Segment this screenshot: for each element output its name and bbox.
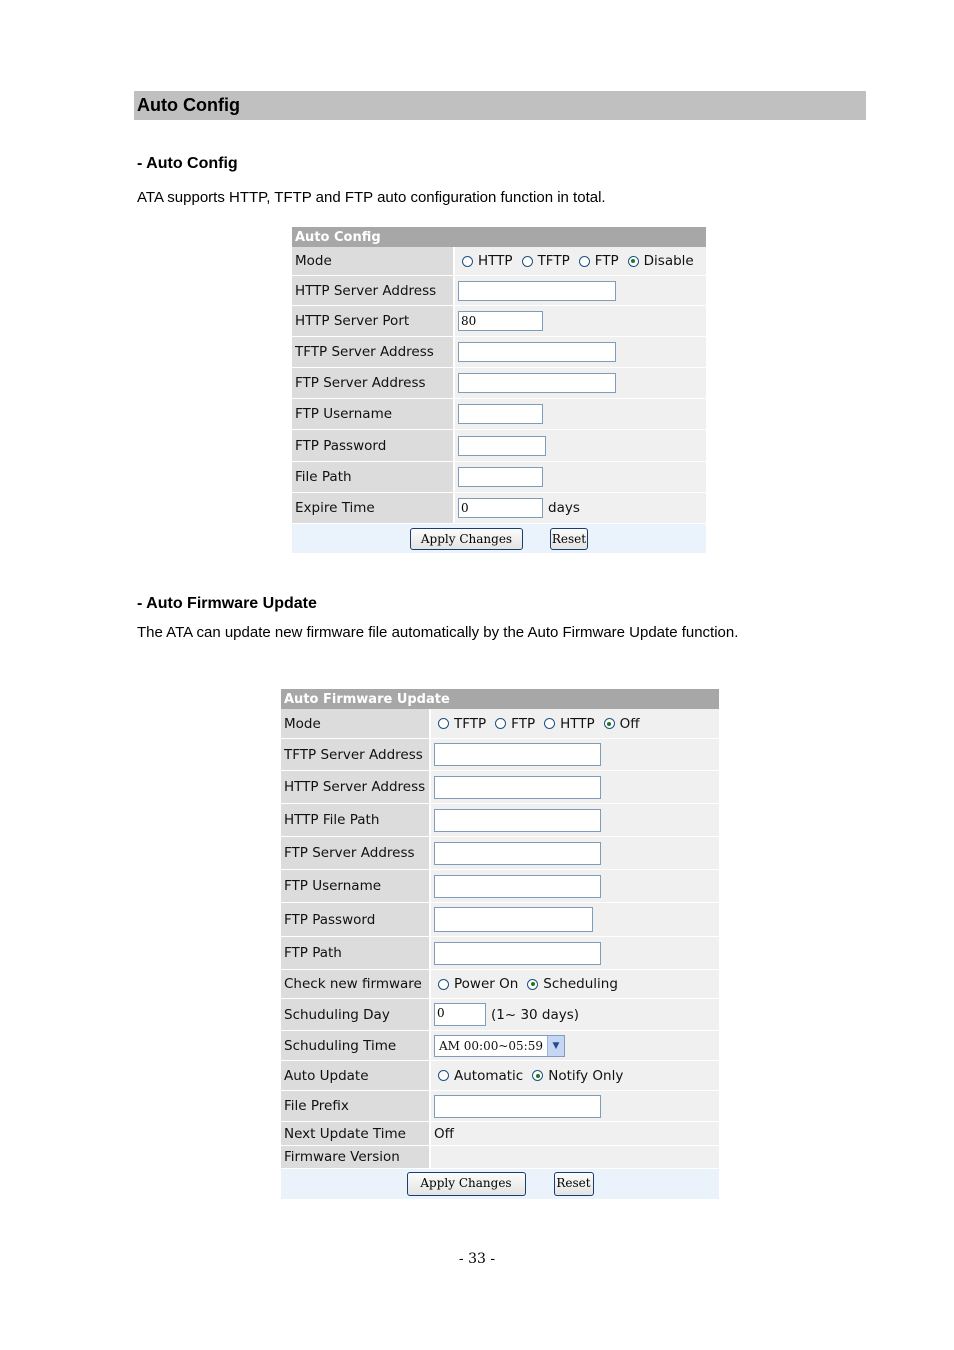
check-firmware-label: Check new firmware	[281, 970, 431, 998]
fw-mode-ftp-radio[interactable]	[495, 718, 506, 729]
auto-update-row	[281, 1061, 719, 1091]
tftp-server-address-row	[292, 337, 706, 368]
tftp-server-address-input[interactable]	[458, 342, 616, 362]
fw-mode-off-radio[interactable]	[604, 718, 615, 729]
http-server-port-label: HTTP Server Port	[292, 306, 455, 336]
file-prefix-label: File Prefix	[281, 1091, 431, 1121]
auto-config-description: ATA supports HTTP, TFTP and FTP auto configuration function in total.	[137, 189, 606, 206]
fw-ftp-username-input[interactable]	[434, 875, 601, 898]
fw-http-server-address-label: HTTP Server Address	[281, 771, 431, 803]
mode-http-radio[interactable]	[462, 256, 473, 267]
fw-mode-ftp-label: FTP	[511, 715, 536, 732]
ftp-username-label: FTP Username	[292, 399, 455, 429]
http-server-address-input[interactable]	[458, 281, 616, 301]
http-server-port-input[interactable]: 80	[458, 311, 543, 331]
next-update-label: Next Update Time	[281, 1122, 431, 1145]
auto-firmware-reset-button[interactable]: Reset	[554, 1172, 594, 1196]
fw-version-row	[281, 1146, 719, 1169]
fw-version-label: Firmware Version	[281, 1146, 431, 1168]
http-server-port-row	[292, 306, 706, 337]
auto-update-notify-label: Notify Only	[548, 1067, 624, 1084]
fw-tftp-server-address-label: TFTP Server Address	[281, 739, 431, 770]
check-scheduling-radio[interactable]	[527, 979, 538, 990]
auto-firmware-panel-title: Auto Firmware Update	[281, 689, 719, 709]
fw-ftp-server-address-row	[281, 837, 719, 870]
fw-ftp-path-label: FTP Path	[281, 937, 431, 969]
fw-tftp-server-address-input[interactable]	[434, 743, 601, 766]
file-path-input[interactable]	[458, 467, 543, 487]
sched-time-row	[281, 1031, 719, 1061]
check-scheduling-label: Scheduling	[543, 976, 618, 992]
sched-time-label: Schuduling Time	[281, 1031, 431, 1060]
auto-firmware-heading: - Auto Firmware Update	[137, 595, 317, 612]
section-title: Auto Config	[134, 91, 866, 120]
expire-time-unit: days	[548, 500, 580, 516]
mode-tftp-radio[interactable]	[522, 256, 533, 267]
file-path-row	[292, 462, 706, 493]
fw-mode-radio-group	[431, 709, 719, 738]
fw-ftp-path-input[interactable]	[434, 942, 601, 965]
chevron-down-icon[interactable]: ▼	[547, 1036, 564, 1056]
auto-firmware-button-row	[281, 1169, 719, 1199]
fw-http-file-path-row	[281, 804, 719, 837]
next-update-value: Off	[431, 1122, 719, 1145]
fw-version-value	[431, 1146, 719, 1168]
file-prefix-row	[281, 1091, 719, 1122]
fw-mode-off-label: Off	[619, 715, 640, 732]
auto-firmware-description: The ATA can update new firmware file automatically by the Auto Firmware Update function.	[137, 624, 739, 641]
mode-ftp-radio[interactable]	[579, 256, 590, 267]
auto-config-panel	[292, 227, 706, 553]
fw-ftp-password-input[interactable]	[434, 907, 593, 932]
fw-http-server-address-row	[281, 771, 719, 804]
sched-day-hint: (1~ 30 days)	[491, 1006, 580, 1023]
ftp-password-label: FTP Password	[292, 430, 455, 461]
http-server-address-label: HTTP Server Address	[292, 276, 455, 305]
auto-config-apply-button[interactable]: Apply Changes	[410, 528, 523, 550]
fw-ftp-path-row	[281, 937, 719, 970]
http-server-address-row	[292, 276, 706, 306]
fw-ftp-password-label: FTP Password	[281, 903, 431, 936]
fw-ftp-password-row	[281, 903, 719, 937]
expire-time-label: Expire Time	[292, 493, 455, 523]
tftp-server-address-label: TFTP Server Address	[292, 337, 455, 367]
next-update-row	[281, 1122, 719, 1146]
sched-time-value: AM 00:00~05:59	[439, 1038, 543, 1053]
ftp-password-row	[292, 430, 706, 462]
auto-config-panel-title: Auto Config	[292, 227, 706, 247]
mode-radio-group	[455, 247, 706, 275]
file-prefix-input[interactable]	[434, 1095, 601, 1118]
sched-day-row	[281, 999, 719, 1031]
fw-tftp-server-address-row	[281, 739, 719, 771]
auto-update-radio-group	[431, 1061, 719, 1090]
mode-label: Mode	[292, 247, 455, 275]
expire-time-input[interactable]: 0	[458, 498, 543, 518]
fw-ftp-server-address-label: FTP Server Address	[281, 837, 431, 869]
auto-firmware-apply-button[interactable]: Apply Changes	[407, 1172, 526, 1196]
ftp-username-row	[292, 399, 706, 430]
fw-http-file-path-input[interactable]	[434, 809, 601, 832]
fw-http-server-address-input[interactable]	[434, 776, 601, 799]
mode-ftp-label: FTP	[594, 253, 619, 269]
ftp-password-input[interactable]	[458, 436, 546, 456]
fw-mode-http-label: HTTP	[560, 715, 595, 732]
ftp-username-input[interactable]	[458, 404, 543, 424]
mode-disable-radio[interactable]	[628, 256, 639, 267]
auto-update-automatic-radio[interactable]	[438, 1070, 449, 1081]
fw-mode-tftp-radio[interactable]	[438, 718, 449, 729]
ftp-server-address-label: FTP Server Address	[292, 368, 455, 398]
ftp-server-address-row	[292, 368, 706, 399]
fw-ftp-username-row	[281, 870, 719, 903]
fw-mode-row	[281, 709, 719, 739]
fw-mode-http-radio[interactable]	[544, 718, 555, 729]
file-path-label: File Path	[292, 462, 455, 492]
auto-update-automatic-label: Automatic	[454, 1067, 524, 1084]
expire-time-row	[292, 493, 706, 524]
fw-mode-label: Mode	[281, 709, 431, 738]
page-number: - 33 -	[458, 1251, 496, 1267]
fw-ftp-server-address-input[interactable]	[434, 842, 601, 865]
check-firmware-radio-group	[431, 970, 719, 998]
mode-http-label: HTTP	[478, 253, 513, 269]
auto-firmware-panel	[281, 689, 719, 1199]
ftp-server-address-input[interactable]	[458, 373, 616, 393]
auto-config-heading: - Auto Config	[137, 155, 238, 172]
auto-update-label: Auto Update	[281, 1061, 431, 1090]
fw-mode-tftp-label: TFTP	[454, 715, 487, 732]
auto-update-notify-radio[interactable]	[532, 1070, 543, 1081]
mode-tftp-label: TFTP	[537, 253, 570, 269]
fw-ftp-username-label: FTP Username	[281, 870, 431, 902]
fw-http-file-path-label: HTTP File Path	[281, 804, 431, 836]
sched-day-input[interactable]: 0	[434, 1003, 486, 1026]
sched-time-select[interactable]	[434, 1035, 565, 1057]
check-power-on-radio[interactable]	[438, 979, 449, 990]
check-firmware-row	[281, 970, 719, 999]
mode-row	[292, 247, 706, 276]
check-power-on-label: Power On	[454, 976, 519, 992]
mode-disable-label: Disable	[643, 253, 694, 269]
auto-config-button-row	[292, 524, 706, 553]
auto-config-reset-button[interactable]: Reset	[550, 528, 588, 550]
sched-day-label: Schuduling Day	[281, 999, 431, 1030]
